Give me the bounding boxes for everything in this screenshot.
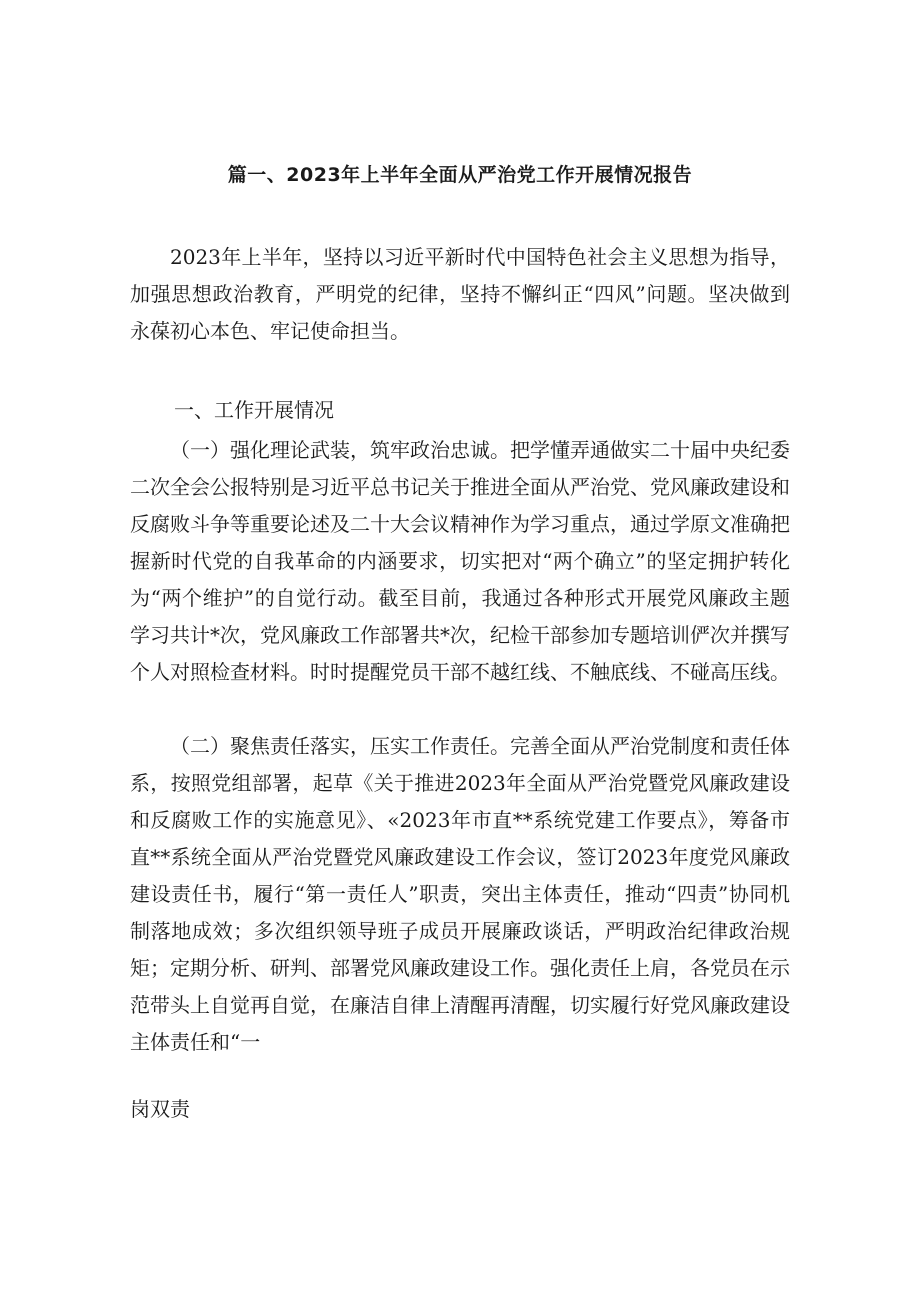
paragraph-1: （一）强化理论武装，筑牢政治忠诚。把学懂弄通做实二十届中央纪委二次全会公报特别是习近平总书记关于推进全面从严治党、党风廉政建设和反腐败斗争等重要论述及二十大会议精神作为学习重点，通过学原文准确把握新时代党的自我革命的内涵要求，切实把对“两个确立”的坚定拥护转化为“两个维护”的自觉行动。截至目前，我通过各种形式开展党风廉政主题学习共计*次，党风廉政工作部署共*次，纪检干部参加专题培训俨次并撰写个人对照检查材料。时时提醒党员干部不越红线、不触底线、不碰高压线。 bbox=[130, 438, 790, 684]
intro-paragraph: 2023年上半年，坚持以习近平新时代中国特色社会主义思想为指导，加强思想政治教育，严明党的纪律，坚持不懈纠正“四风”问题。坚决做到永葆初心本色、牢记使命担当。 bbox=[130, 245, 790, 343]
trailing-text: 岗双责 bbox=[130, 1097, 190, 1121]
section-heading: 一、工作开展情况 bbox=[174, 398, 334, 422]
document-title: 篇一、2023年上半年全面从严治党工作开展情况报告 bbox=[227, 164, 693, 186]
paragraph-2: （二）聚焦责任落实，压实工作责任。完善全面从严治党制度和责任体系，按照党组部署，起草《关于推进2023年全面从严治党暨党风廉政建设和反腐败工作的实施意见》、«2023年市直**系统党建工作要点》，筹备市直**系统全面从严治党暨党风廉政建设工作会议，签订2023年度党风廉政建设责任书，履行“第一责任人”职责，突出主体责任，推动“四责”协同机制落地成效；多次组织领导班子成员开展廉政谈话，严明政治纪律政治规矩；定期分析、研判、部署党风廉政建设工作。强化责任上肩，各党员在示范带头上自觉再自觉，在廉洁自律上清醒再清醒，切实履行好党风廉政建设主体责任和“一 bbox=[130, 734, 790, 1054]
